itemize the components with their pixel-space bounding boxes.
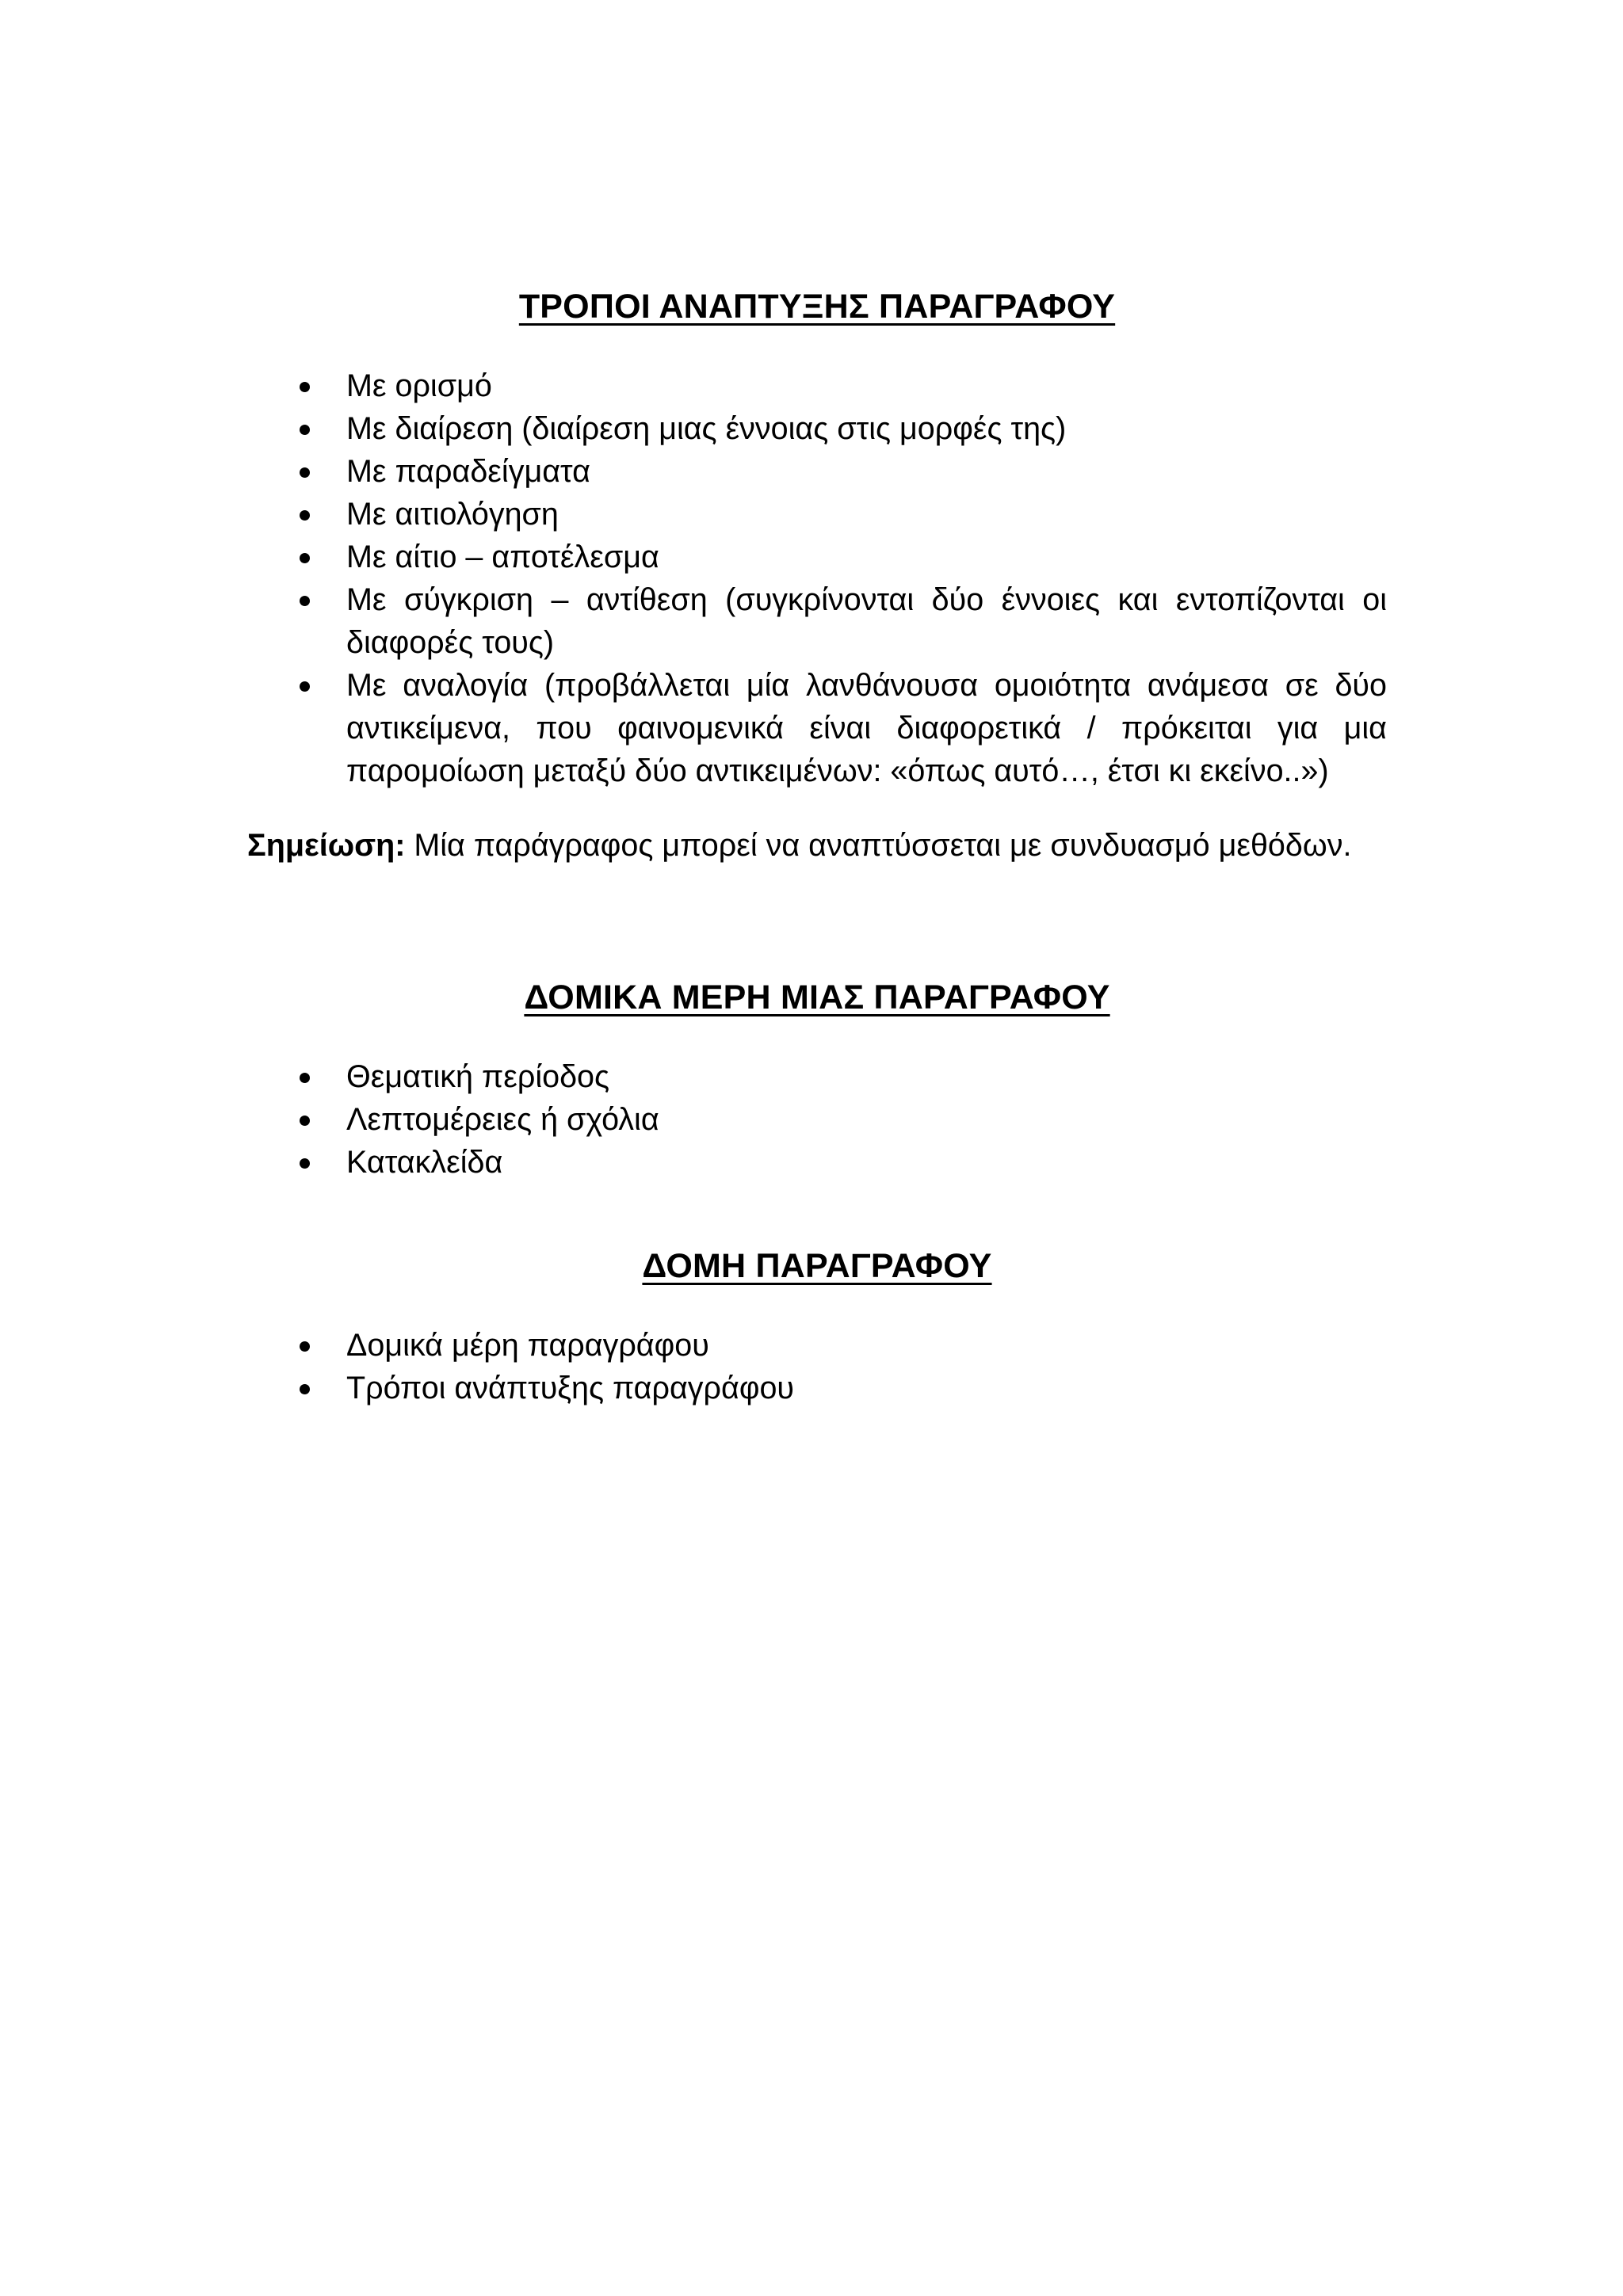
note-text: Μία παράγραφος μπορεί να αναπτύσσεται με συνδυασμό μεθόδων. [405,828,1352,863]
development-methods-list [247,364,1387,792]
bullet-icon [300,1158,310,1169]
bullet-icon [300,467,310,478]
bullet-icon [300,510,310,521]
bullet-icon [300,1073,310,1083]
list-item-text: Δομικά μέρη παραγράφου [346,1328,709,1363]
list-item-text: Λεπτομέρειες ή σχόλια [346,1102,659,1137]
list-item [247,364,1387,407]
list-item [247,450,1387,493]
list-item-text: Θεματική περίοδος [346,1059,610,1094]
list-item-text: Με ορισμό [346,368,492,403]
paragraph-structure-list [247,1324,1387,1409]
list-item [247,1367,1387,1409]
bullet-icon [300,1116,310,1126]
list-item-text: Κατακλείδα [346,1145,503,1180]
structural-parts-list [247,1055,1387,1184]
list-item-text: Με διαίρεση (διαίρεση μιας έννοιας στις μορφές της) [346,411,1067,446]
section-heading-development-methods: ΤΡΟΠΟΙ ΑΝΑΠΤΥΞΗΣ ΠΑΡΑΓΡΑΦΟΥ [518,288,1116,326]
section-heading-structural-parts: ΔΟΜΙΚΑ ΜΕΡΗ ΜΙΑΣ ΠΑΡΑΓΡΑΦΟΥ [524,978,1110,1016]
list-item [247,536,1387,578]
bullet-icon [300,382,310,392]
list-item-text: Τρόποι ανάπτυξης παραγράφου [346,1371,795,1405]
document-content [247,279,1387,1409]
list-item [247,1098,1387,1141]
list-item [247,1141,1387,1184]
list-item [247,1324,1387,1367]
bullet-icon [300,1384,310,1394]
bullet-icon [300,425,310,435]
list-item [247,1055,1387,1098]
note-paragraph [247,824,1387,867]
note-label: Σημείωση: [247,828,406,863]
section-heading-paragraph-structure: ΔΟΜΗ ΠΑΡΑΓΡΑΦΟΥ [642,1247,992,1285]
list-item-text: Με παραδείγματα [346,454,590,489]
list-item-text: Με σύγκριση – αντίθεση (συγκρίνονται δύο έννοιες και εντοπίζονται οι διαφορές τους) [346,582,1387,660]
bullet-icon [300,596,310,606]
list-item-text: Με αιτιολόγηση [346,497,559,532]
bullet-icon [300,553,310,563]
list-item [247,407,1387,450]
list-item [247,493,1387,536]
bullet-icon [300,681,310,692]
list-item-text: Με αναλογία (προβάλλεται μία λανθάνουσα ομοιότητα ανάμεσα σε δύο αντικείμενα, που φαινομενικά είναι διαφορετικά / πρόκειται για μια παρομοίωση μεταξύ δύο αντικειμένων: «όπως αυτό…, έτσι κι εκείνο..») [346,668,1387,788]
list-item [247,578,1387,664]
list-item-text: Με αίτιο – αποτέλεσμα [346,540,659,574]
list-item [247,664,1387,792]
bullet-icon [300,1341,310,1352]
